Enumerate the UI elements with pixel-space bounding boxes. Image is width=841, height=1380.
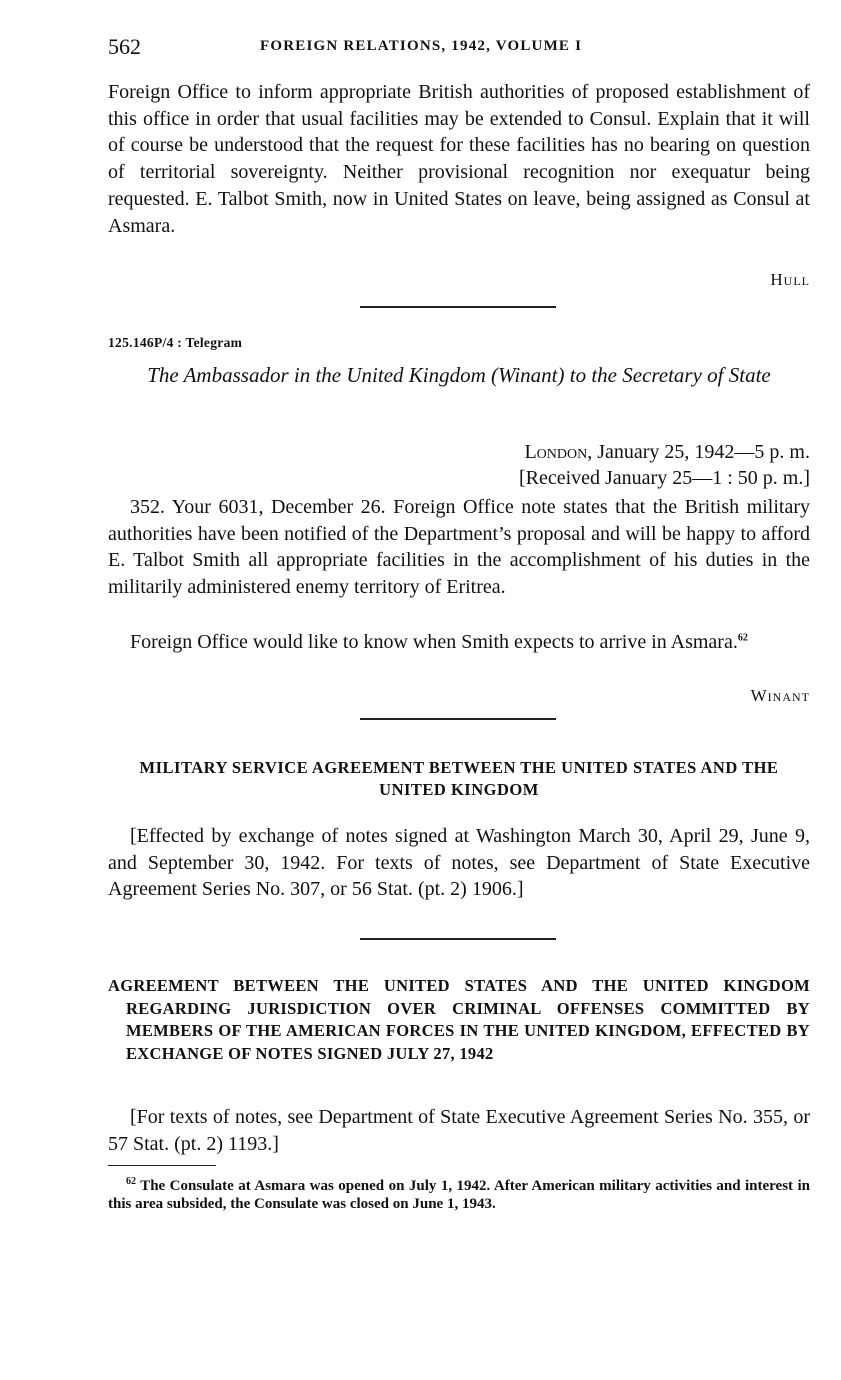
telegram-paragraph-1: 352. Your 6031, December 26. Foreign Office note states that the British military authorities have been notified of the Department’s proposal and will be happy to afford E. Talbot Smith all appropriate facilities in the accomplishment of his duties in the militarily administered enemy territory of Eritrea.: [108, 496, 810, 599]
footnote: [108, 1178, 810, 1213]
dateline-date: , January 25, 1942—5 p. m.: [587, 441, 810, 463]
running-title: FOREIGN RELATIONS, 1942, VOLUME I: [260, 38, 583, 54]
section-note-military-service: [Effected by exchange of notes signed at Washington March 30, April 29, June 9, and September 30, 1942. For texts of notes, see Department of State Executive Agreement Series No. 307, or 56 Stat. (pt. 2) 1906.]: [108, 825, 810, 901]
section-divider: [360, 306, 556, 308]
received-line: [Received January 25—1 : 50 p. m.]: [518, 467, 810, 489]
page-number: 562: [108, 34, 141, 59]
dateline-place: London: [524, 441, 588, 463]
footnote-text: The Consulate at Asmara was opened on July 1, 1942. After American military activities and interest in this area subsided, the Consulate was closed on June 1, 1943.: [108, 1178, 810, 1212]
signature-winant: Winant: [750, 686, 810, 705]
file-reference: 125.146P/4 : Telegram: [108, 335, 243, 350]
footnote-marker: 62: [126, 1176, 136, 1187]
telegram-paragraph-2: [108, 629, 810, 656]
section-divider: [360, 718, 556, 720]
footnote-rule: [108, 1165, 216, 1166]
dateline: [108, 439, 810, 465]
telegram-title: The Ambassador in the United Kingdom (Winant) to the Secretary of State: [147, 363, 771, 387]
signature-hull: Hull: [770, 270, 810, 289]
telegram-paragraph-2-text: Foreign Office would like to know when Smith expects to arrive in Asmara.: [130, 631, 738, 653]
section-heading-jurisdiction: AGREEMENT BETWEEN THE UNITED STATES AND THE UNITED KINGDOM REGARDING JURISDICTION OVER CRIMINAL OFFENSES COMMITTED BY MEMBERS OF THE AMERICAN FORCES IN THE UNITED KINGDOM, EFFECTED BY EXCHANGE OF NOTES SIGNED JULY 27, 1942: [108, 976, 810, 1063]
paragraph-consul-instructions: Foreign Office to inform appropriate British authorities of proposed establishment of this office in order that usual facilities may be extended to Consul. Explain that it will of course be understood that the request for these facilities has no bearing on question of territorial sovereignty. Neither provisional recognition nor exequatur being requested. E. Talbot Smith, now in United States on leave, being assigned as Consul at Asmara.: [108, 81, 810, 237]
page-header: [108, 36, 808, 60]
section-heading-military-service: MILITARY SERVICE AGREEMENT BETWEEN THE UNITED STATES AND THE UNITED KINGDOM: [139, 758, 779, 799]
footnote-reference[interactable]: 62: [737, 632, 748, 644]
section-divider: [360, 938, 556, 940]
section-note-jurisdiction: [For texts of notes, see Department of State Executive Agreement Series No. 355, or 57 Stat. (pt. 2) 1193.]: [108, 1106, 810, 1155]
